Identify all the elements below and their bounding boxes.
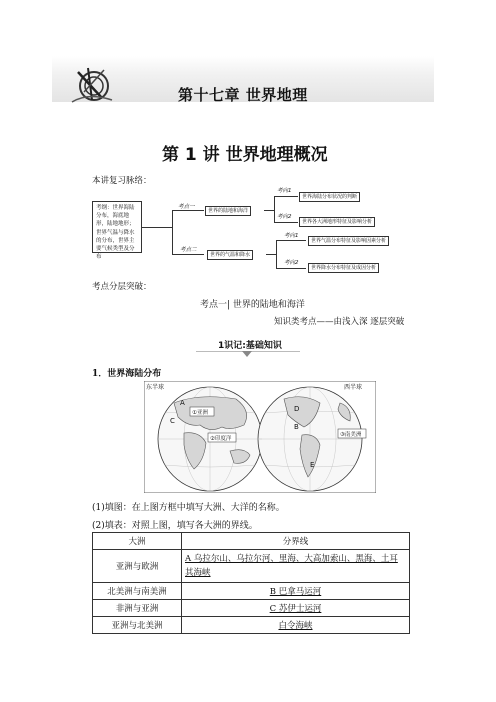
label-b: B [294, 423, 299, 431]
section-title: 1．世界海陆分布 [92, 369, 162, 379]
point1-tag: 考点一 [178, 204, 195, 210]
point2-tag: 考点二 [180, 247, 197, 253]
chapter-title: 第十七章 世界地理 [178, 86, 308, 104]
connector [264, 210, 274, 211]
point-title: 考点一| 世界的陆地和海洋 [200, 300, 305, 310]
triangle-down-icon [242, 351, 252, 357]
syllabus-note: 考纲：世界海陆分布，海底地形，陆地地形；世界气温与降水的分布，世界主要气候类型及分布 [92, 201, 142, 253]
breakdown-heading: 考点分层突破： [92, 282, 152, 292]
table-row [93, 583, 410, 600]
table-cell-boundary: C 苏伊士运河 [182, 600, 410, 617]
p2-sub2-box: 世界降水分布特征及成因分析 [308, 263, 379, 273]
label-indian-ocean: ②印度洋 [210, 436, 232, 442]
table-row [93, 550, 410, 583]
point-subtitle: 知识类考点——由浅入深 逐层突破 [274, 317, 405, 327]
label-west: 西半球 [344, 384, 363, 391]
connector [276, 240, 306, 241]
boundary-table [92, 532, 410, 634]
label-e: E [310, 461, 315, 469]
table-header: 大洲 [93, 533, 182, 550]
table-header-row [93, 533, 410, 550]
table-cell-boundary: 白令海峡 [182, 617, 410, 634]
p1-sub2-box: 世界各大洲地形特征及影响分析 [299, 217, 375, 227]
label-a: A [180, 399, 185, 407]
p2-sub2-tag: 考向2 [284, 260, 299, 266]
connector [276, 240, 277, 268]
label-d: D [294, 405, 300, 413]
connector [172, 210, 204, 211]
label-c: C [170, 417, 175, 425]
point1-box: 世界的陆地和海洋 [205, 206, 251, 216]
table-cell-boundary: A 乌拉尔山、乌拉尔河、里海、大高加索山、黑海、土耳其海峡 [182, 550, 410, 583]
connector [274, 196, 298, 197]
question-2: (2)填表：对照上图，填写各大洲的界线。 [92, 521, 258, 531]
p1-sub1-box: 世界海陆分布状况的判断 [299, 192, 360, 202]
label-east: 东半球 [146, 384, 165, 391]
p1-sub2-tag: 考向2 [277, 214, 292, 220]
table-row [93, 617, 410, 634]
lecture-title: 第 1 讲 世界地理概况 [162, 145, 328, 165]
connector [276, 268, 306, 269]
question-1: (1)填图：在上图方框中填写大洲、大洋的名称。 [92, 503, 285, 513]
label-south-america: ③南美洲 [340, 432, 362, 438]
world-hemispheres-map [144, 381, 376, 493]
p2-sub1-tag: 考向1 [284, 233, 299, 239]
table-cell-continent: 亚洲与欧洲 [93, 550, 182, 583]
connector [274, 222, 298, 223]
compass-logo-icon [68, 62, 116, 106]
table-cell-continent: 亚洲与北美洲 [93, 617, 182, 634]
table-cell-continent: 北美洲与南美洲 [93, 583, 182, 600]
connector [172, 254, 204, 255]
connector [266, 254, 276, 255]
table-header: 分界线 [182, 533, 410, 550]
connector [172, 210, 173, 254]
table-row [93, 600, 410, 617]
point2-box: 世界的气温和降水 [207, 250, 253, 260]
review-heading: 本讲复习脉络： [92, 176, 152, 186]
p2-sub1-box: 世界气温分布特征及影响因素分析 [308, 236, 389, 246]
p1-sub1-tag: 考向1 [277, 188, 292, 194]
table-cell-boundary: B 巴拿马运河 [182, 583, 410, 600]
connector [274, 196, 275, 222]
label-asia: ①亚洲 [192, 410, 208, 416]
knowledge-badge: 1识记:基础知识 [218, 341, 282, 351]
connector [142, 227, 172, 228]
table-cell-continent: 非洲与亚洲 [93, 600, 182, 617]
